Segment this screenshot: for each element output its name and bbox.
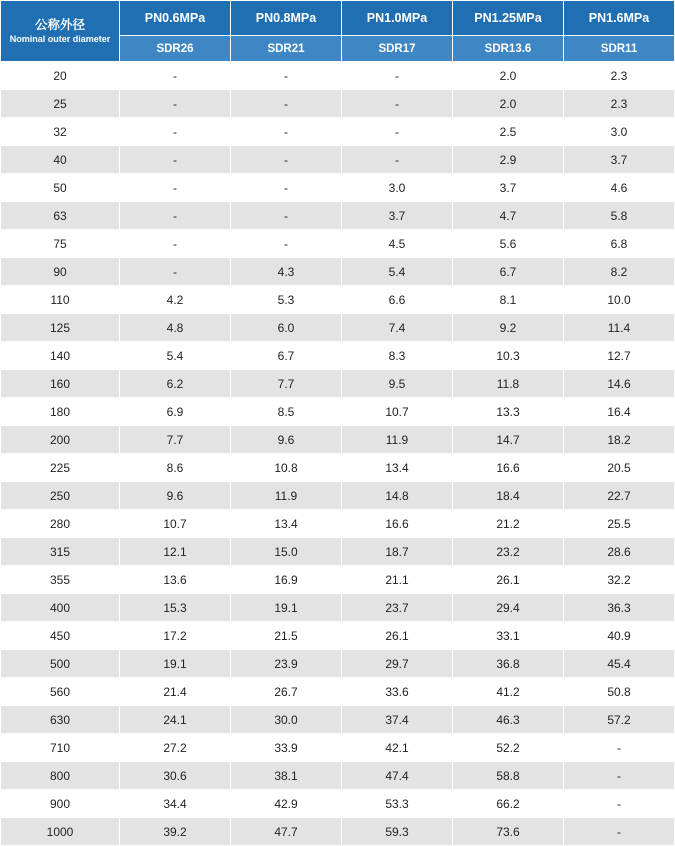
header-pressure-2: PN1.0MPa <box>342 1 453 36</box>
cell-wall-thickness: - <box>120 258 231 286</box>
cell-wall-thickness: 47.4 <box>342 762 453 790</box>
cell-wall-thickness: 13.3 <box>453 398 564 426</box>
cell-wall-thickness: 27.2 <box>120 734 231 762</box>
cell-wall-thickness: 41.2 <box>453 678 564 706</box>
cell-wall-thickness: 7.7 <box>120 426 231 454</box>
cell-nominal-outer-diameter: 630 <box>1 706 120 734</box>
cell-wall-thickness: 2.3 <box>564 62 675 90</box>
cell-wall-thickness: 15.0 <box>231 538 342 566</box>
cell-wall-thickness: 66.2 <box>453 790 564 818</box>
cell-wall-thickness: 32.2 <box>564 566 675 594</box>
cell-wall-thickness: 6.9 <box>120 398 231 426</box>
cell-wall-thickness: 14.7 <box>453 426 564 454</box>
cell-wall-thickness: 2.5 <box>453 118 564 146</box>
cell-wall-thickness: - <box>564 762 675 790</box>
table-row <box>1 258 675 286</box>
cell-wall-thickness: 10.0 <box>564 286 675 314</box>
cell-wall-thickness: 59.3 <box>342 818 453 846</box>
cell-wall-thickness: 14.6 <box>564 370 675 398</box>
header-nominal-od-en: Nominal outer diameter <box>9 34 111 45</box>
cell-wall-thickness: 5.3 <box>231 286 342 314</box>
cell-wall-thickness: 17.2 <box>120 622 231 650</box>
cell-nominal-outer-diameter: 32 <box>1 118 120 146</box>
cell-nominal-outer-diameter: 450 <box>1 622 120 650</box>
cell-wall-thickness: - <box>231 62 342 90</box>
cell-wall-thickness: 6.6 <box>342 286 453 314</box>
cell-wall-thickness: 21.2 <box>453 510 564 538</box>
cell-nominal-outer-diameter: 355 <box>1 566 120 594</box>
cell-wall-thickness: 36.8 <box>453 650 564 678</box>
table-row <box>1 314 675 342</box>
table-row <box>1 650 675 678</box>
cell-wall-thickness: 6.7 <box>231 342 342 370</box>
cell-wall-thickness: - <box>231 230 342 258</box>
cell-nominal-outer-diameter: 63 <box>1 202 120 230</box>
cell-nominal-outer-diameter: 20 <box>1 62 120 90</box>
cell-wall-thickness: 22.7 <box>564 482 675 510</box>
cell-wall-thickness: 23.7 <box>342 594 453 622</box>
cell-wall-thickness: 29.4 <box>453 594 564 622</box>
table-row <box>1 678 675 706</box>
cell-wall-thickness: 53.3 <box>342 790 453 818</box>
header-row-pressure <box>1 1 675 36</box>
cell-wall-thickness: 9.6 <box>231 426 342 454</box>
cell-wall-thickness: 6.7 <box>453 258 564 286</box>
cell-nominal-outer-diameter: 140 <box>1 342 120 370</box>
cell-wall-thickness: 2.0 <box>453 62 564 90</box>
header-sdr-3: SDR13.6 <box>453 36 564 62</box>
cell-wall-thickness: 11.8 <box>453 370 564 398</box>
cell-nominal-outer-diameter: 90 <box>1 258 120 286</box>
table-row <box>1 594 675 622</box>
cell-wall-thickness: - <box>231 118 342 146</box>
cell-wall-thickness: 4.7 <box>453 202 564 230</box>
header-sdr-0: SDR26 <box>120 36 231 62</box>
cell-wall-thickness: 8.1 <box>453 286 564 314</box>
cell-wall-thickness: 19.1 <box>120 650 231 678</box>
table-row <box>1 538 675 566</box>
cell-wall-thickness: 9.2 <box>453 314 564 342</box>
cell-wall-thickness: 42.9 <box>231 790 342 818</box>
cell-wall-thickness: 3.0 <box>564 118 675 146</box>
cell-wall-thickness: 19.1 <box>231 594 342 622</box>
cell-wall-thickness: 13.6 <box>120 566 231 594</box>
cell-wall-thickness: - <box>120 230 231 258</box>
table-row <box>1 286 675 314</box>
cell-wall-thickness: 8.2 <box>564 258 675 286</box>
cell-wall-thickness: 4.3 <box>231 258 342 286</box>
cell-nominal-outer-diameter: 225 <box>1 454 120 482</box>
table-row <box>1 706 675 734</box>
cell-wall-thickness: 5.4 <box>342 258 453 286</box>
cell-wall-thickness: 18.4 <box>453 482 564 510</box>
cell-wall-thickness: 39.2 <box>120 818 231 846</box>
table-row <box>1 398 675 426</box>
cell-wall-thickness: - <box>342 146 453 174</box>
cell-wall-thickness: - <box>120 90 231 118</box>
table-row <box>1 230 675 258</box>
cell-wall-thickness: 6.8 <box>564 230 675 258</box>
cell-wall-thickness: 10.7 <box>342 398 453 426</box>
header-pressure-3: PN1.25MPa <box>453 1 564 36</box>
table-row <box>1 566 675 594</box>
cell-wall-thickness: 2.0 <box>453 90 564 118</box>
cell-wall-thickness: 3.7 <box>453 174 564 202</box>
cell-wall-thickness: 7.4 <box>342 314 453 342</box>
table-row <box>1 622 675 650</box>
table-row <box>1 342 675 370</box>
cell-wall-thickness: 50.8 <box>564 678 675 706</box>
cell-wall-thickness: 36.3 <box>564 594 675 622</box>
cell-wall-thickness: 8.6 <box>120 454 231 482</box>
table-row <box>1 762 675 790</box>
cell-wall-thickness: 46.3 <box>453 706 564 734</box>
header-pressure-1: PN0.8MPa <box>231 1 342 36</box>
cell-wall-thickness: 3.7 <box>564 146 675 174</box>
cell-wall-thickness: - <box>120 174 231 202</box>
cell-wall-thickness: - <box>564 790 675 818</box>
cell-wall-thickness: 4.5 <box>342 230 453 258</box>
table-body <box>1 62 675 846</box>
cell-wall-thickness: 4.6 <box>564 174 675 202</box>
cell-wall-thickness: 16.9 <box>231 566 342 594</box>
cell-nominal-outer-diameter: 710 <box>1 734 120 762</box>
cell-wall-thickness: - <box>564 734 675 762</box>
cell-wall-thickness: 47.7 <box>231 818 342 846</box>
table-row <box>1 202 675 230</box>
cell-wall-thickness: 15.3 <box>120 594 231 622</box>
header-sdr-4: SDR11 <box>564 36 675 62</box>
header-sdr-2: SDR17 <box>342 36 453 62</box>
cell-wall-thickness: 5.6 <box>453 230 564 258</box>
cell-wall-thickness: 24.1 <box>120 706 231 734</box>
cell-wall-thickness: - <box>564 818 675 846</box>
cell-wall-thickness: 33.6 <box>342 678 453 706</box>
cell-wall-thickness: 30.0 <box>231 706 342 734</box>
table-row <box>1 734 675 762</box>
cell-wall-thickness: 30.6 <box>120 762 231 790</box>
table-header <box>1 1 675 62</box>
cell-nominal-outer-diameter: 900 <box>1 790 120 818</box>
cell-wall-thickness: 38.1 <box>231 762 342 790</box>
cell-wall-thickness: 2.3 <box>564 90 675 118</box>
cell-wall-thickness: 16.6 <box>453 454 564 482</box>
cell-nominal-outer-diameter: 400 <box>1 594 120 622</box>
cell-wall-thickness: 26.1 <box>342 622 453 650</box>
cell-wall-thickness: 11.4 <box>564 314 675 342</box>
cell-nominal-outer-diameter: 500 <box>1 650 120 678</box>
cell-wall-thickness: - <box>231 174 342 202</box>
cell-nominal-outer-diameter: 75 <box>1 230 120 258</box>
cell-nominal-outer-diameter: 315 <box>1 538 120 566</box>
cell-wall-thickness: 33.9 <box>231 734 342 762</box>
table-row <box>1 818 675 846</box>
table-row <box>1 482 675 510</box>
cell-wall-thickness: 58.8 <box>453 762 564 790</box>
cell-wall-thickness: 20.5 <box>564 454 675 482</box>
cell-wall-thickness: 18.7 <box>342 538 453 566</box>
cell-wall-thickness: 9.6 <box>120 482 231 510</box>
cell-wall-thickness: 3.7 <box>342 202 453 230</box>
cell-nominal-outer-diameter: 25 <box>1 90 120 118</box>
cell-wall-thickness: 5.8 <box>564 202 675 230</box>
cell-wall-thickness: 12.7 <box>564 342 675 370</box>
table-row <box>1 510 675 538</box>
cell-wall-thickness: 13.4 <box>231 510 342 538</box>
cell-wall-thickness: 14.8 <box>342 482 453 510</box>
header-sdr-1: SDR21 <box>231 36 342 62</box>
cell-wall-thickness: - <box>342 90 453 118</box>
table-row <box>1 90 675 118</box>
cell-wall-thickness: 42.1 <box>342 734 453 762</box>
cell-wall-thickness: 25.5 <box>564 510 675 538</box>
cell-wall-thickness: 21.4 <box>120 678 231 706</box>
cell-wall-thickness: 21.5 <box>231 622 342 650</box>
cell-nominal-outer-diameter: 800 <box>1 762 120 790</box>
cell-wall-thickness: 6.0 <box>231 314 342 342</box>
table-row <box>1 62 675 90</box>
cell-wall-thickness: 10.8 <box>231 454 342 482</box>
cell-wall-thickness: - <box>120 62 231 90</box>
cell-wall-thickness: 28.6 <box>564 538 675 566</box>
cell-wall-thickness: - <box>231 202 342 230</box>
cell-wall-thickness: 4.2 <box>120 286 231 314</box>
cell-wall-thickness: 2.9 <box>453 146 564 174</box>
table-row <box>1 790 675 818</box>
cell-wall-thickness: - <box>120 118 231 146</box>
header-pressure-0: PN0.6MPa <box>120 1 231 36</box>
cell-wall-thickness: 26.1 <box>453 566 564 594</box>
cell-nominal-outer-diameter: 250 <box>1 482 120 510</box>
cell-wall-thickness: - <box>231 90 342 118</box>
cell-wall-thickness: 40.9 <box>564 622 675 650</box>
cell-wall-thickness: 73.6 <box>453 818 564 846</box>
cell-wall-thickness: 5.4 <box>120 342 231 370</box>
header-pressure-4: PN1.6MPa <box>564 1 675 36</box>
cell-nominal-outer-diameter: 50 <box>1 174 120 202</box>
table-row <box>1 426 675 454</box>
cell-nominal-outer-diameter: 1000 <box>1 818 120 846</box>
cell-wall-thickness: 29.7 <box>342 650 453 678</box>
cell-nominal-outer-diameter: 110 <box>1 286 120 314</box>
cell-wall-thickness: 23.9 <box>231 650 342 678</box>
table-row <box>1 146 675 174</box>
cell-wall-thickness: 8.5 <box>231 398 342 426</box>
cell-wall-thickness: 33.1 <box>453 622 564 650</box>
cell-wall-thickness: 4.8 <box>120 314 231 342</box>
cell-wall-thickness: 37.4 <box>342 706 453 734</box>
table-row <box>1 174 675 202</box>
cell-wall-thickness: 3.0 <box>342 174 453 202</box>
cell-wall-thickness: 11.9 <box>342 426 453 454</box>
cell-nominal-outer-diameter: 40 <box>1 146 120 174</box>
cell-nominal-outer-diameter: 280 <box>1 510 120 538</box>
cell-wall-thickness: 18.2 <box>564 426 675 454</box>
header-nominal-od-cn: 公称外径 <box>34 17 85 32</box>
cell-wall-thickness: 8.3 <box>342 342 453 370</box>
cell-wall-thickness: 9.5 <box>342 370 453 398</box>
table-row <box>1 370 675 398</box>
cell-wall-thickness: 57.2 <box>564 706 675 734</box>
cell-wall-thickness: 10.3 <box>453 342 564 370</box>
cell-wall-thickness: 13.4 <box>342 454 453 482</box>
cell-wall-thickness: - <box>342 118 453 146</box>
table-row <box>1 454 675 482</box>
cell-wall-thickness: 26.7 <box>231 678 342 706</box>
cell-wall-thickness: 10.7 <box>120 510 231 538</box>
header-nominal-outer-diameter <box>1 1 120 62</box>
cell-wall-thickness: 11.9 <box>231 482 342 510</box>
cell-nominal-outer-diameter: 125 <box>1 314 120 342</box>
cell-wall-thickness: 6.2 <box>120 370 231 398</box>
cell-wall-thickness: - <box>120 202 231 230</box>
cell-nominal-outer-diameter: 560 <box>1 678 120 706</box>
cell-wall-thickness: 23.2 <box>453 538 564 566</box>
cell-wall-thickness: - <box>231 146 342 174</box>
cell-wall-thickness: 16.4 <box>564 398 675 426</box>
cell-wall-thickness: - <box>342 62 453 90</box>
cell-wall-thickness: 45.4 <box>564 650 675 678</box>
cell-wall-thickness: - <box>120 146 231 174</box>
cell-wall-thickness: 12.1 <box>120 538 231 566</box>
cell-wall-thickness: 52.2 <box>453 734 564 762</box>
cell-wall-thickness: 21.1 <box>342 566 453 594</box>
cell-wall-thickness: 7.7 <box>231 370 342 398</box>
cell-nominal-outer-diameter: 180 <box>1 398 120 426</box>
cell-nominal-outer-diameter: 200 <box>1 426 120 454</box>
cell-wall-thickness: 16.6 <box>342 510 453 538</box>
cell-wall-thickness: 34.4 <box>120 790 231 818</box>
table-row <box>1 118 675 146</box>
cell-nominal-outer-diameter: 160 <box>1 370 120 398</box>
